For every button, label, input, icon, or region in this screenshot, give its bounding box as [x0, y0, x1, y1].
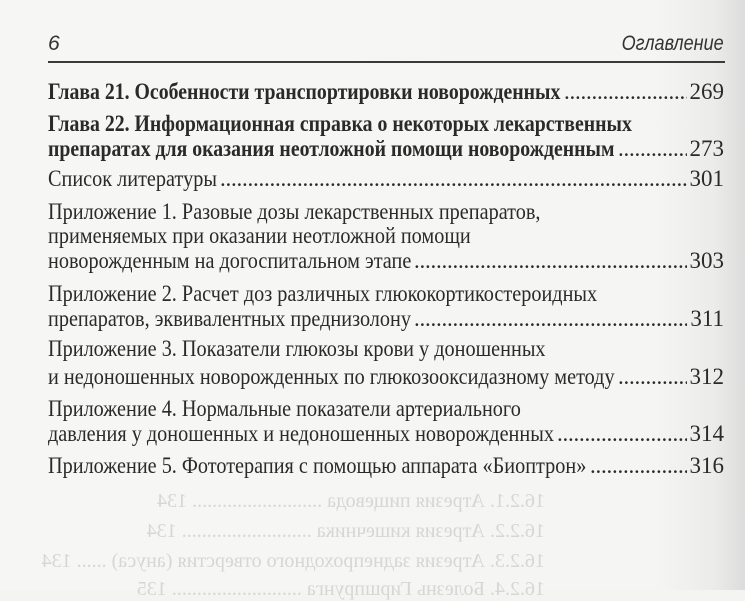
toc-entry-chapter-22[interactable] — [48, 110, 724, 138]
dot-leader — [220, 165, 687, 193]
header-rule — [48, 61, 725, 63]
toc-entry-chapter-22-cont[interactable] — [48, 135, 724, 163]
dot-leader — [590, 452, 687, 480]
toc-entry-appendix-3[interactable] — [48, 335, 724, 363]
dot-leader — [414, 247, 687, 275]
show-through-line: 16.2.4. Болезнь Гиршпрунга .......................... 135 — [136, 578, 545, 600]
toc-entry-appendix-1-cont[interactable] — [48, 222, 724, 250]
toc-entry-title: Приложение 3. Показатели глюкозы крови у доношенных — [48, 336, 546, 361]
toc-entry-chapter-21[interactable] — [48, 78, 724, 106]
toc-page-number: 301 — [689, 166, 724, 191]
toc-entry-title-cont: новорожденным на догоспитальном этапе — [48, 248, 412, 273]
toc-entry-appendix-2-cont[interactable] — [48, 305, 724, 333]
dot-leader — [557, 420, 687, 448]
dot-leader — [618, 363, 687, 391]
toc-entry-title: Приложение 2. Расчет доз различных глюкокортикостероидных — [48, 281, 598, 306]
toc-entry-title: Список литературы — [48, 166, 217, 191]
dot-leader — [618, 135, 687, 163]
toc-page-number: 273 — [689, 136, 724, 161]
page-number: 6 — [48, 32, 60, 55]
toc-page-number: 312 — [689, 364, 724, 389]
section-title: Оглавление — [621, 32, 724, 55]
toc-entry-references[interactable] — [48, 165, 724, 193]
toc-page-number: 316 — [689, 453, 724, 478]
toc-entry-title-cont: препаратах для оказания неотложной помощи новорожденным — [48, 136, 615, 161]
show-through-line: 16.2.3. Атрезия заднепроходного отверстия (ануса) ...... 134 — [41, 550, 545, 572]
toc-entry-title: Глава 22. Информационная справка о некоторых лекарственных — [48, 111, 632, 136]
toc-entry-title: Глава 21. Особенности транспортировки новорожденных — [48, 79, 561, 104]
toc-entry-appendix-4[interactable] — [48, 395, 724, 423]
toc-entry-title-cont: применяемых при оказании неотложной помощи — [48, 223, 471, 248]
toc-entry-appendix-5[interactable] — [48, 452, 724, 480]
dot-leader — [414, 305, 687, 333]
toc-entry-title-cont: и недоношенных новорожденных по глюкозооксидазному методу — [48, 364, 615, 389]
toc-page-number: 311 — [690, 306, 724, 331]
toc-page-number: 314 — [689, 421, 724, 446]
running-header — [48, 30, 724, 60]
toc-entry-appendix-4-cont[interactable] — [48, 420, 724, 448]
dot-leader — [564, 78, 687, 106]
toc-page-number: 303 — [689, 248, 724, 273]
toc-page-number: 269 — [689, 79, 724, 104]
toc-entry-title-cont: препаратов, эквивалентных преднизолону — [48, 306, 411, 331]
show-through-line: 16.2.1. Атрезия пищевода .......................... 134 — [157, 490, 545, 512]
toc-entry-appendix-3-cont[interactable] — [48, 363, 724, 391]
toc-entry-title-cont: давления у доношенных и недоношенных новорожденных — [48, 421, 554, 446]
toc-entry-appendix-2[interactable] — [48, 280, 724, 308]
toc-entry-title: Приложение 5. Фототерапия с помощью аппарата «Биоптрон» — [48, 453, 587, 478]
toc-entry-appendix-1-cont2[interactable] — [48, 247, 724, 275]
toc-entry-title: Приложение 4. Нормальные показатели артериального — [48, 396, 521, 421]
toc-entry-title: Приложение 1. Разовые дозы лекарственных препаратов, — [48, 199, 541, 224]
show-through-line: 16.2.2. Атрезия кишечника .......................... 134 — [146, 520, 545, 542]
